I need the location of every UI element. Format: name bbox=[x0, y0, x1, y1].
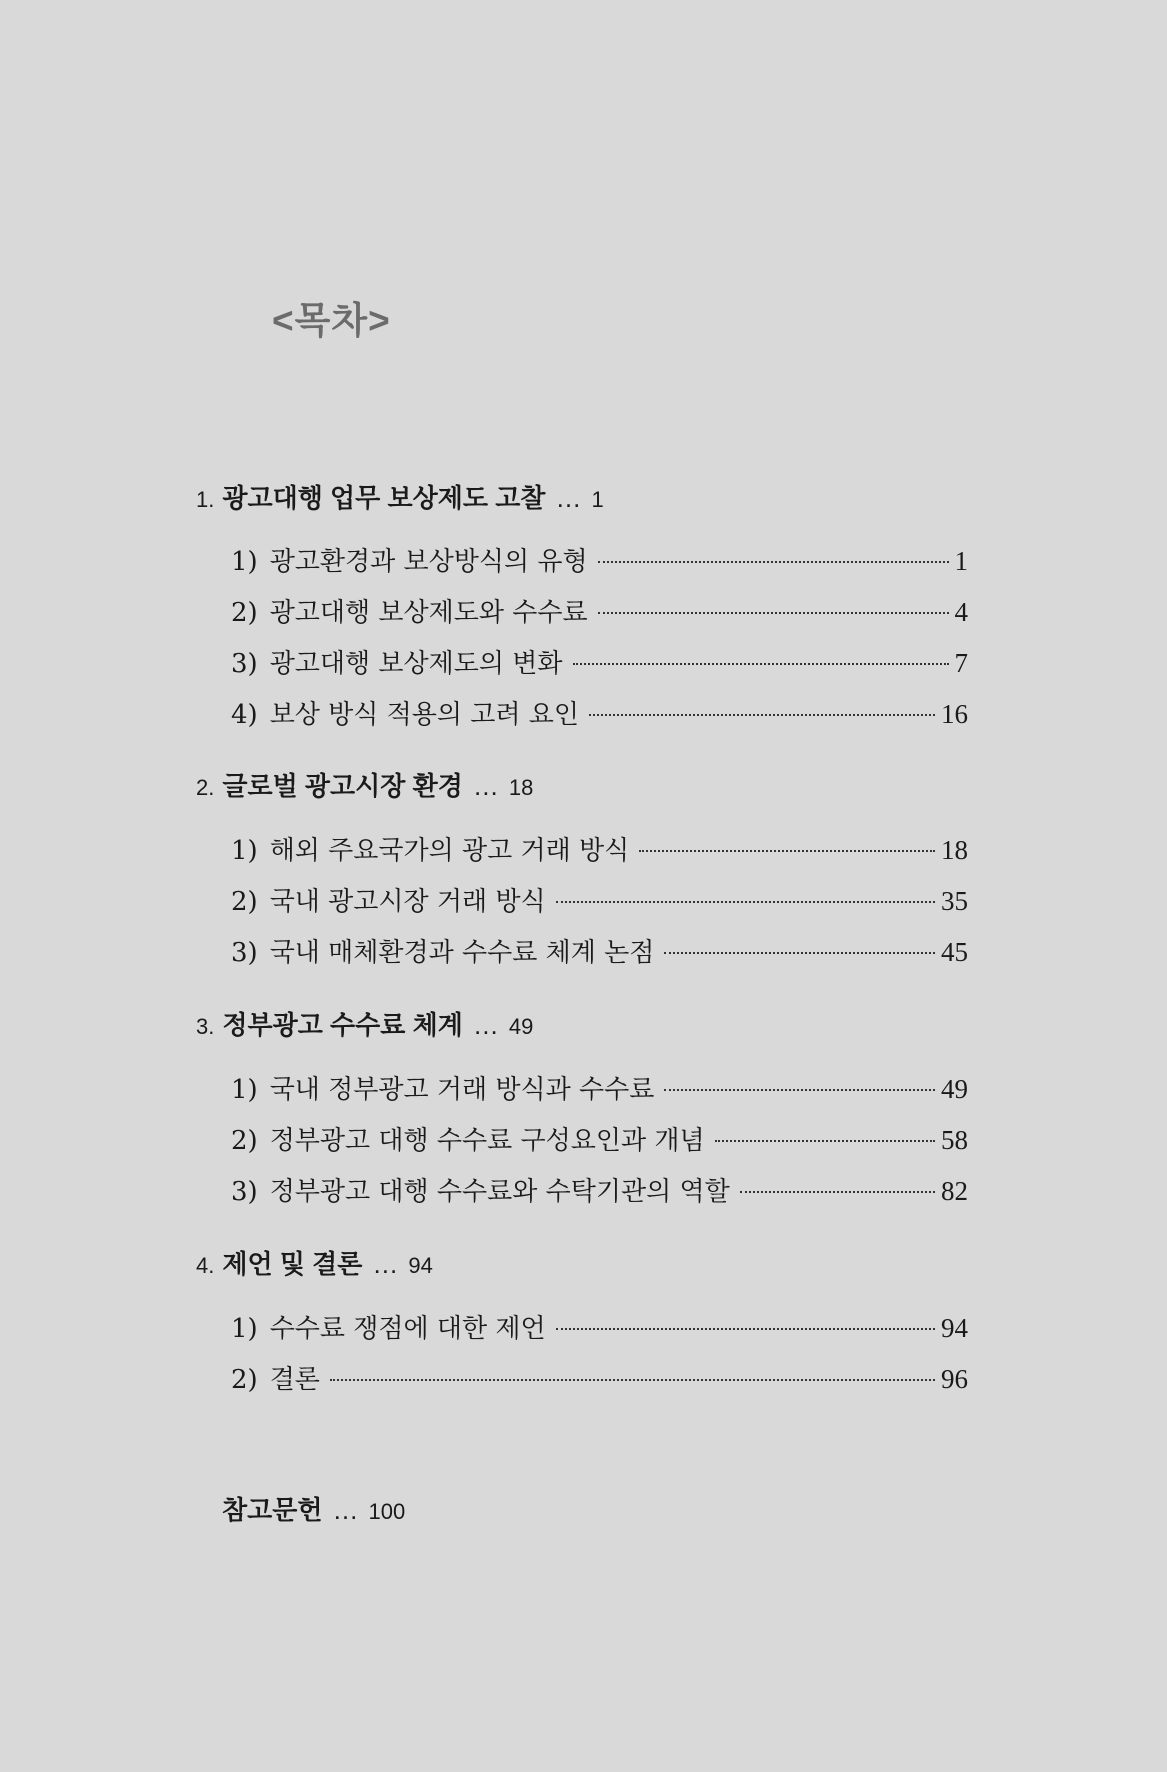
chapter-number: 3. bbox=[196, 1014, 215, 1039]
section-number: 2) bbox=[231, 887, 258, 917]
chapter-leader: … bbox=[472, 1010, 499, 1040]
section-title: 국내 매체환경과 수수료 체계 논점 bbox=[269, 938, 655, 968]
chapter-title: 제언 및 결론 bbox=[222, 1249, 363, 1279]
section-title: 국내 정부광고 거래 방식과 수수료 bbox=[269, 1075, 655, 1105]
toc-entry[interactable] bbox=[231, 541, 968, 578]
toc-entry[interactable] bbox=[231, 643, 968, 680]
section-title: 보상 방식 적용의 고려 요인 bbox=[269, 700, 580, 730]
dot-leader bbox=[715, 1140, 935, 1142]
dot-leader bbox=[573, 663, 949, 665]
dot-leader bbox=[598, 561, 949, 563]
chapter-heading[interactable] bbox=[196, 1244, 433, 1281]
section-title: 국내 광고시장 거래 방식 bbox=[269, 887, 546, 917]
chapter-title: 글로벌 광고시장 환경 bbox=[222, 771, 463, 801]
toc-entry[interactable] bbox=[231, 694, 968, 731]
toc-entry[interactable] bbox=[231, 1308, 968, 1345]
section-title: 광고대행 보상제도와 수수료 bbox=[269, 598, 588, 628]
references-entry[interactable] bbox=[222, 1490, 405, 1527]
section-number: 3) bbox=[231, 649, 258, 679]
section-page: 49 bbox=[941, 1074, 968, 1104]
chapter-page: 94 bbox=[408, 1253, 433, 1278]
chapter-title: 광고대행 업무 보상제도 고찰 bbox=[222, 483, 546, 513]
chapter-leader: … bbox=[555, 483, 582, 513]
chapter-number: 2. bbox=[196, 775, 215, 800]
dot-leader bbox=[639, 850, 935, 852]
section-number: 1) bbox=[231, 1314, 258, 1344]
section-title: 정부광고 대행 수수료와 수탁기관의 역할 bbox=[269, 1177, 730, 1207]
section-page: 1 bbox=[954, 546, 968, 576]
toc-entry[interactable] bbox=[231, 932, 968, 969]
section-page: 7 bbox=[954, 648, 968, 678]
section-page: 82 bbox=[941, 1176, 968, 1206]
section-page: 18 bbox=[941, 835, 968, 865]
toc-entry[interactable] bbox=[231, 592, 968, 629]
toc-entry[interactable] bbox=[231, 1171, 968, 1208]
section-page: 94 bbox=[941, 1313, 968, 1343]
chapter-number: 1. bbox=[196, 487, 215, 512]
dot-leader bbox=[664, 952, 935, 954]
dot-leader bbox=[664, 1089, 935, 1091]
section-title: 정부광고 대행 수수료 구성요인과 개념 bbox=[269, 1126, 705, 1156]
toc-entry[interactable] bbox=[231, 881, 968, 918]
chapter-heading[interactable] bbox=[196, 478, 604, 515]
toc-title: <목차> bbox=[272, 300, 391, 341]
section-number: 1) bbox=[231, 547, 258, 577]
dot-leader bbox=[556, 901, 935, 903]
section-title: 해외 주요국가의 광고 거래 방식 bbox=[269, 836, 630, 866]
dot-leader bbox=[330, 1379, 935, 1381]
section-number: 3) bbox=[231, 1177, 258, 1207]
section-number: 2) bbox=[231, 598, 258, 628]
toc-entry[interactable] bbox=[231, 1359, 968, 1396]
chapter-number: 4. bbox=[196, 1253, 215, 1278]
section-title: 광고환경과 보상방식의 유형 bbox=[269, 547, 588, 577]
section-page: 4 bbox=[954, 597, 968, 627]
chapter-heading[interactable] bbox=[196, 766, 533, 803]
section-number: 2) bbox=[231, 1365, 258, 1395]
section-number: 2) bbox=[231, 1126, 258, 1156]
section-title: 결론 bbox=[269, 1365, 320, 1395]
dot-leader bbox=[589, 714, 935, 716]
dot-leader bbox=[556, 1328, 935, 1330]
section-page: 96 bbox=[941, 1364, 968, 1394]
chapter-heading[interactable] bbox=[196, 1005, 533, 1042]
section-page: 35 bbox=[941, 886, 968, 916]
toc-entry[interactable] bbox=[231, 830, 968, 867]
references-page: 100 bbox=[368, 1499, 406, 1524]
dot-leader bbox=[740, 1191, 935, 1193]
section-number: 3) bbox=[231, 938, 258, 968]
section-page: 45 bbox=[941, 937, 968, 967]
chapter-leader: … bbox=[472, 771, 499, 801]
section-number: 1) bbox=[231, 1075, 258, 1105]
chapter-page: 1 bbox=[591, 487, 604, 512]
toc-entry[interactable] bbox=[231, 1120, 968, 1157]
section-number: 1) bbox=[231, 836, 258, 866]
references-leader: … bbox=[332, 1495, 359, 1525]
section-title: 수수료 쟁점에 대한 제언 bbox=[269, 1314, 546, 1344]
toc-entry[interactable] bbox=[231, 1069, 968, 1106]
section-number: 4) bbox=[231, 700, 258, 730]
chapter-page: 49 bbox=[508, 1014, 534, 1039]
chapter-page: 18 bbox=[508, 775, 534, 800]
chapter-leader: … bbox=[372, 1249, 399, 1279]
dot-leader bbox=[598, 612, 949, 614]
section-page: 58 bbox=[941, 1125, 968, 1155]
section-title: 광고대행 보상제도의 변화 bbox=[269, 649, 563, 679]
chapter-title: 정부광고 수수료 체계 bbox=[222, 1010, 463, 1040]
references-title: 참고문헌 bbox=[222, 1495, 323, 1525]
section-page: 16 bbox=[941, 699, 968, 729]
